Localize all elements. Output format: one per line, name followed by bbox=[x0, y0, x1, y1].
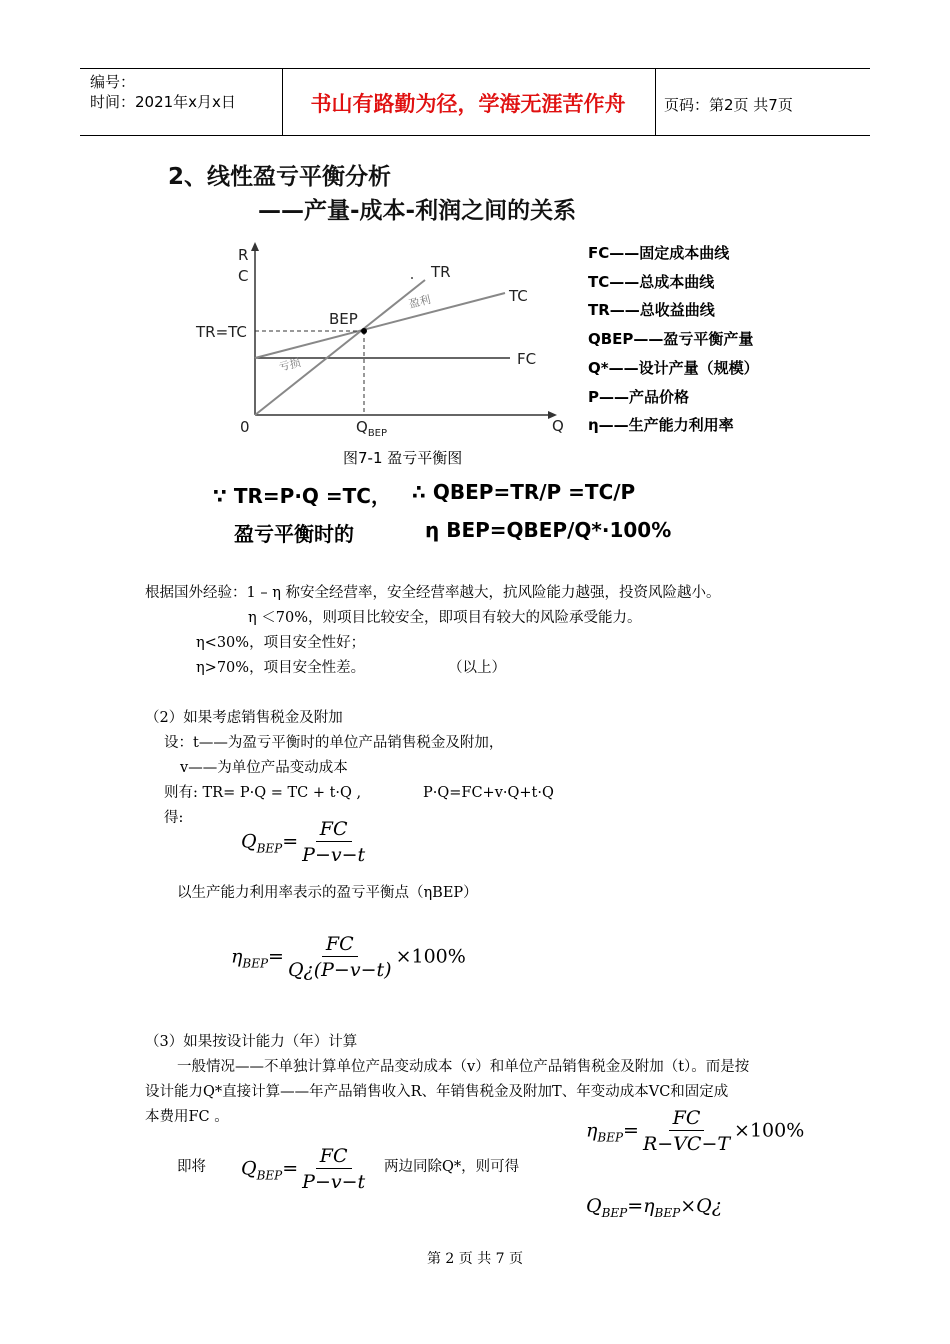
header-bottom-rule bbox=[80, 135, 870, 136]
formula-2-numerator: FC bbox=[322, 932, 358, 957]
formula-2-denominator: Q¿(P−v−t) bbox=[287, 959, 392, 981]
tr-line bbox=[255, 280, 425, 415]
formula-2-tail: ×100% bbox=[395, 945, 466, 968]
paragraph-eta-30: η<30%，项目安全性好； bbox=[196, 635, 366, 651]
header-divider-right bbox=[655, 68, 656, 136]
tr-tc-label: TR=TC bbox=[196, 323, 247, 341]
legend-item-p: P——产品价格 bbox=[588, 388, 689, 406]
formula-4-fraction bbox=[298, 1144, 369, 1195]
legend-item-tr: TR——总收益曲线 bbox=[588, 301, 715, 319]
bep-point bbox=[361, 328, 367, 334]
paragraph-foreign-experience: 根据国外经验：1 – η 称安全经营率，安全经营率越大，抗风险能力越强，投资风险越小。 bbox=[145, 585, 721, 601]
break-even-chart bbox=[190, 238, 580, 438]
fc-label: FC bbox=[517, 350, 537, 368]
section-3-title: （3）如果按设计能力（年）计算 bbox=[145, 1034, 358, 1050]
legend-item-qstar: Q*——设计产量（规模） bbox=[588, 359, 759, 377]
formula-qbep-1: $Q_{BEP}=$ $\frac{FC}{P-v-t}$ bbox=[241, 817, 369, 868]
profit-label: 盈利 bbox=[407, 292, 433, 311]
qbep-label-sub: BEP bbox=[367, 428, 388, 438]
header-page-info: 页码：第2页 共7页 bbox=[664, 96, 793, 114]
page-footer: 第 2 页 共 7 页 bbox=[426, 1251, 524, 1267]
formula-3-lhs: η bbox=[586, 1119, 598, 1142]
legend-item-qbep: QBEP——盈亏平衡产量 bbox=[588, 330, 754, 348]
formula-2-lhs: η bbox=[231, 945, 243, 968]
formula-2-sub: BEP bbox=[242, 956, 269, 971]
tc-label: TC bbox=[509, 287, 528, 305]
formula-2-fraction bbox=[284, 932, 396, 983]
chart-caption: 图7-1 盈亏平衡图 bbox=[343, 449, 463, 467]
y-label-r: R bbox=[238, 246, 249, 264]
formula-eta-bep-2: $\eta_{BEP}=$ $\frac{FC}{R-VC-T}$ ×100% bbox=[586, 1107, 805, 1155]
section-3-line-jijiang: 即将 bbox=[177, 1159, 206, 1175]
section-2-title: （2）如果考虑销售税金及附加 bbox=[145, 710, 343, 726]
chart-dot-mark bbox=[411, 277, 413, 279]
formula-3-fraction bbox=[639, 1106, 734, 1157]
paragraph-eta-gt-70: η>70%，项目安全性差。 bbox=[196, 660, 366, 676]
section-2-line-t: 设：t——为盈亏平衡时的单位产品销售税金及附加， bbox=[164, 735, 504, 751]
equation-because: ∵ TR=P·Q =TC， bbox=[213, 484, 391, 508]
loss-label: 亏损 bbox=[277, 355, 303, 374]
number-label: 编号： bbox=[90, 73, 136, 91]
equation-balance-label: 盈亏平衡时的 bbox=[234, 522, 354, 546]
header-motto: 书山有路勤为径，学海无涯苦作舟 bbox=[310, 92, 626, 116]
section-2-line-tr: 则有: TR= P·Q = TC + t·Q , bbox=[164, 785, 362, 801]
formula-4-denominator: P−v−t bbox=[302, 1171, 366, 1193]
formula-5-sub: BEP bbox=[601, 1205, 628, 1220]
section-2-line-eta-bep: 以生产能力利用率表示的盈亏平衡点（ηBEP） bbox=[177, 885, 478, 901]
section-2-line-pq: P·Q=FC+v·Q+t·Q bbox=[423, 785, 554, 801]
section-3-line-3: 本费用FC 。 bbox=[145, 1109, 229, 1125]
bep-label: BEP bbox=[329, 310, 358, 328]
equation-eta-bep: η BEP=QBEP/Q*·100% bbox=[425, 518, 672, 542]
section-3-line-1: 一般情况——不单独计算单位产品变动成本（v）和单位产品销售税金及附加（t）。而是按 bbox=[177, 1059, 750, 1075]
equation-therefore: ∴ QBEP=TR/P =TC/P bbox=[412, 480, 636, 504]
formula-eta-bep-1: $\eta_{BEP}=$ $\frac{FC}{Q¿(P-v-t)}$ ×100% bbox=[231, 933, 466, 981]
paragraph-note-above: （以上） bbox=[448, 660, 506, 676]
legend-item-eta: η——生产能力利用率 bbox=[588, 416, 734, 434]
formula-3-tail: ×100% bbox=[734, 1119, 805, 1142]
formula-4-numerator: FC bbox=[316, 1144, 352, 1169]
header-left-block bbox=[90, 72, 236, 112]
qbep-label bbox=[356, 418, 387, 438]
formula-1-numerator: FC bbox=[316, 817, 352, 842]
y-axis-arrow bbox=[251, 242, 259, 251]
legend-item-tc: TC——总成本曲线 bbox=[588, 273, 715, 291]
formula-3-denominator: R−VC−T bbox=[642, 1133, 731, 1155]
y-label-c: C bbox=[238, 267, 249, 285]
header-top-rule bbox=[80, 68, 870, 69]
formula-qbep-3 bbox=[586, 1195, 722, 1220]
formula-5-mid-sub: BEP bbox=[654, 1205, 681, 1220]
section-2-line-de: 得: bbox=[164, 810, 184, 826]
formula-1-denominator: P−v−t bbox=[302, 844, 366, 866]
section-3-line-divide: 两边同除Q*，则可得 bbox=[384, 1159, 520, 1175]
formula-1-lhs: Q bbox=[241, 830, 257, 853]
formula-5-lhs: Q bbox=[586, 1195, 602, 1217]
formula-5-tail: ×Q¿ bbox=[680, 1195, 722, 1217]
formula-1-sub: BEP bbox=[256, 841, 283, 856]
legend-item-fc: FC——固定成本曲线 bbox=[588, 244, 730, 262]
qbep-label-q: Q bbox=[356, 418, 368, 436]
tr-label: TR bbox=[431, 263, 451, 281]
formula-3-sub: BEP bbox=[597, 1130, 624, 1145]
section-2-line-v: v——为单位产品变动成本 bbox=[180, 760, 348, 776]
formula-5-mid: =η bbox=[627, 1195, 655, 1217]
paragraph-eta-70: η ＜70%，则项目比较安全，即项目有较大的风险承受能力。 bbox=[248, 610, 642, 626]
slide-subtitle: ——产量-成本-利润之间的关系 bbox=[258, 198, 577, 224]
formula-1-fraction bbox=[298, 817, 369, 868]
x-label-q: Q bbox=[552, 417, 564, 435]
slide-title: 2、线性盈亏平衡分析 bbox=[168, 164, 392, 190]
section-3-line-2: 设计能力Q*直接计算——年产品销售收入R、年销售税金及附加T、年变动成本VC和固定成 bbox=[145, 1084, 729, 1100]
formula-3-numerator: FC bbox=[669, 1106, 705, 1131]
time-label: 时间：2021年x月x日 bbox=[90, 93, 236, 111]
formula-qbep-2: $Q_{BEP}=$ $\frac{FC}{P-v-t}$ bbox=[241, 1144, 369, 1195]
formula-4-lhs: Q bbox=[241, 1157, 257, 1180]
formula-4-sub: BEP bbox=[256, 1168, 283, 1183]
origin-label: 0 bbox=[240, 418, 250, 436]
tc-line bbox=[255, 293, 505, 358]
